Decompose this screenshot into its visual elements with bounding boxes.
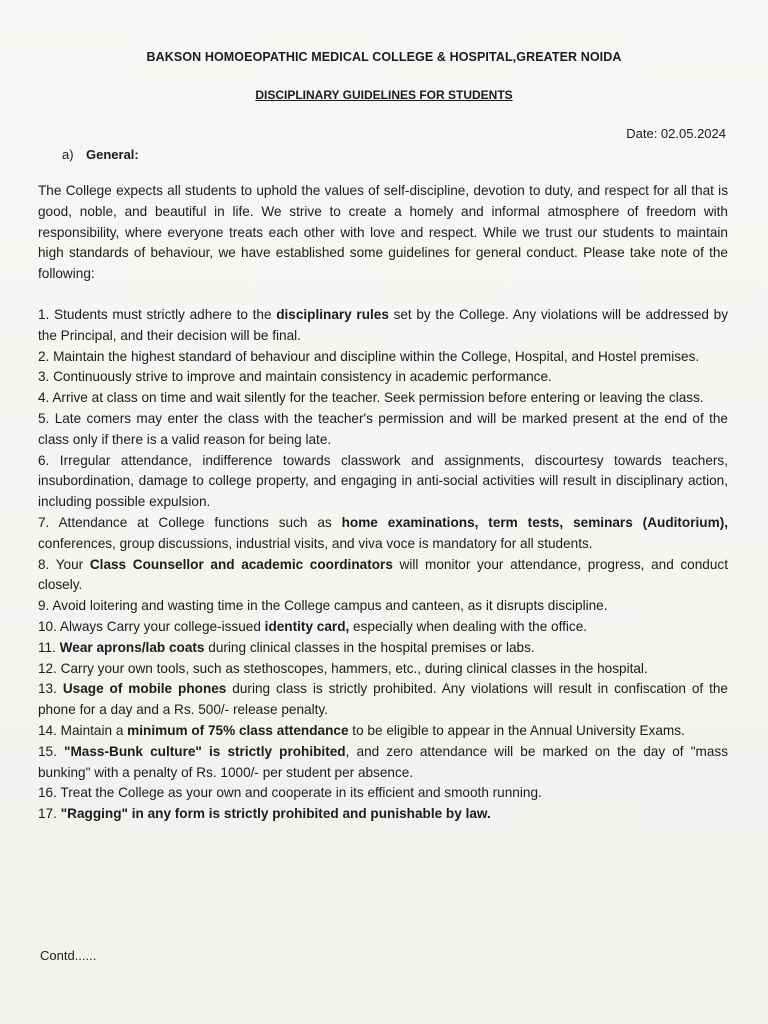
rule-text: , and zero attendance will be marked on the day of "mass bunking" with a penalty of Rs. 1000/- per student per absence. [38,743,728,780]
section-marker: a) [62,147,74,162]
rule-emphasis: identity card, [264,618,350,634]
rule-emphasis: Usage of mobile phones [62,681,227,697]
rule-emphasis: "Ragging" in any form is strictly prohibited and punishable by law. [60,806,491,822]
rule-item [38,721,728,742]
rule-item [38,367,728,388]
rule-item [38,596,728,617]
rule-text: 16. Treat the College as your own and cooperate in its efficient and smooth running. [38,785,542,801]
rule-text: 14. Maintain a [38,722,128,738]
rule-item [38,451,728,513]
rule-item [38,617,728,638]
rules-list [38,305,728,825]
document-title: DISCIPLINARY GUIDELINES FOR STUDENTS [255,88,513,102]
rule-item [38,659,728,680]
rule-item [38,409,728,451]
institution-name: BAKSON HOMOEOPATHIC MEDICAL COLLEGE & HOSPITAL,GREATER NOIDA [146,50,622,64]
rule-text: especially when dealing with the office. [349,618,588,634]
rule-text: 2. Maintain the highest standard of behaviour and discipline within the College, Hospital, and Hostel premises. [38,348,700,364]
rule-item [38,388,728,409]
document-date: Date: 02.05.2024 [626,126,726,141]
intro-paragraph: The College expects all students to uphold the values of self-discipline, devotion to duty, and respect for all that is good, noble, and beautiful in life. We strive to create a homely and informal atmosphere of freedom with responsibility, where everyone treats each other with love and respect. While we trust our students to maintain high standards of behaviour, we have established some guidelines for general conduct. Please take note of the following: [38,183,728,282]
rule-item [38,347,728,368]
rule-text: 3. Continuously strive to improve and maintain consistency in academic performance. [38,369,552,385]
continued-note: Contd...... [40,948,97,963]
rule-text: 12. Carry your own tools, such as stethoscopes, hammers, etc., during clinical classes in the hospital. [38,660,648,676]
rule-text: 6. Irregular attendance, indifference towards classwork and assignments, discourtesy towards teachers, insubordination, damage to college property, and engaging in anti-social activities will result in disciplinary action, including possible expulsion. [38,452,728,510]
rule-emphasis: home examinations, term tests, seminars (Auditorium), [341,514,728,530]
rule-text: 5. Late comers may enter the class with the teacher's permission and will be marked present at the end of the class only if there is a valid reason for being late. [38,410,728,447]
rule-text: conferences, group discussions, industrial visits, and viva voce is mandatory for all students. [38,535,593,551]
rule-item [38,305,728,347]
rule-item [38,783,728,804]
rule-text: to be eligible to appear in the Annual University Exams. [348,722,685,738]
rule-text: will monitor your attendance, progress, and conduct closely. [38,556,728,593]
rule-emphasis: disciplinary rules [276,307,389,322]
rule-text: during clinical classes in the hospital premises or labs. [204,639,535,655]
rule-text: 13. [38,681,63,697]
rule-text: 9. Avoid loitering and wasting time in the College campus and canteen, as it disrupts discipline. [38,598,608,614]
rule-item [38,742,728,784]
rule-item [38,804,728,825]
rule-text: 15. [38,743,65,759]
rule-text: 10. Always Carry your college-issued [38,618,265,634]
rule-item [38,679,728,721]
rule-emphasis: "Mass-Bunk culture" is strictly prohibited [64,743,346,759]
rule-text: 7. Attendance at College functions such as [38,514,342,530]
rule-text: 1. Students must strictly adhere to the [38,307,277,322]
rule-item [38,513,728,555]
rule-text: 8. Your [38,556,90,572]
rule-text: set by the College. Any violations will be addressed by the Principal, and their decision will be final. [38,307,728,343]
rule-item [38,555,728,597]
rule-text: 11. [38,639,60,655]
section-title: General: [86,147,139,162]
rule-item [38,638,728,659]
rule-text: 17. [38,806,61,822]
rule-emphasis: Wear aprons/lab coats [59,639,205,655]
rule-text: during class is strictly prohibited. Any violations will result in confiscation of the phone for a day and a Rs. 500/- release penalty. [38,681,728,718]
section-heading [62,147,139,162]
rule-text: 4. Arrive at class on time and wait silently for the teacher. Seek permission before entering or leaving the class. [38,390,704,406]
rule-emphasis: minimum of 75% class attendance [127,722,349,738]
rule-emphasis: Class Counsellor and academic coordinators [89,556,393,572]
